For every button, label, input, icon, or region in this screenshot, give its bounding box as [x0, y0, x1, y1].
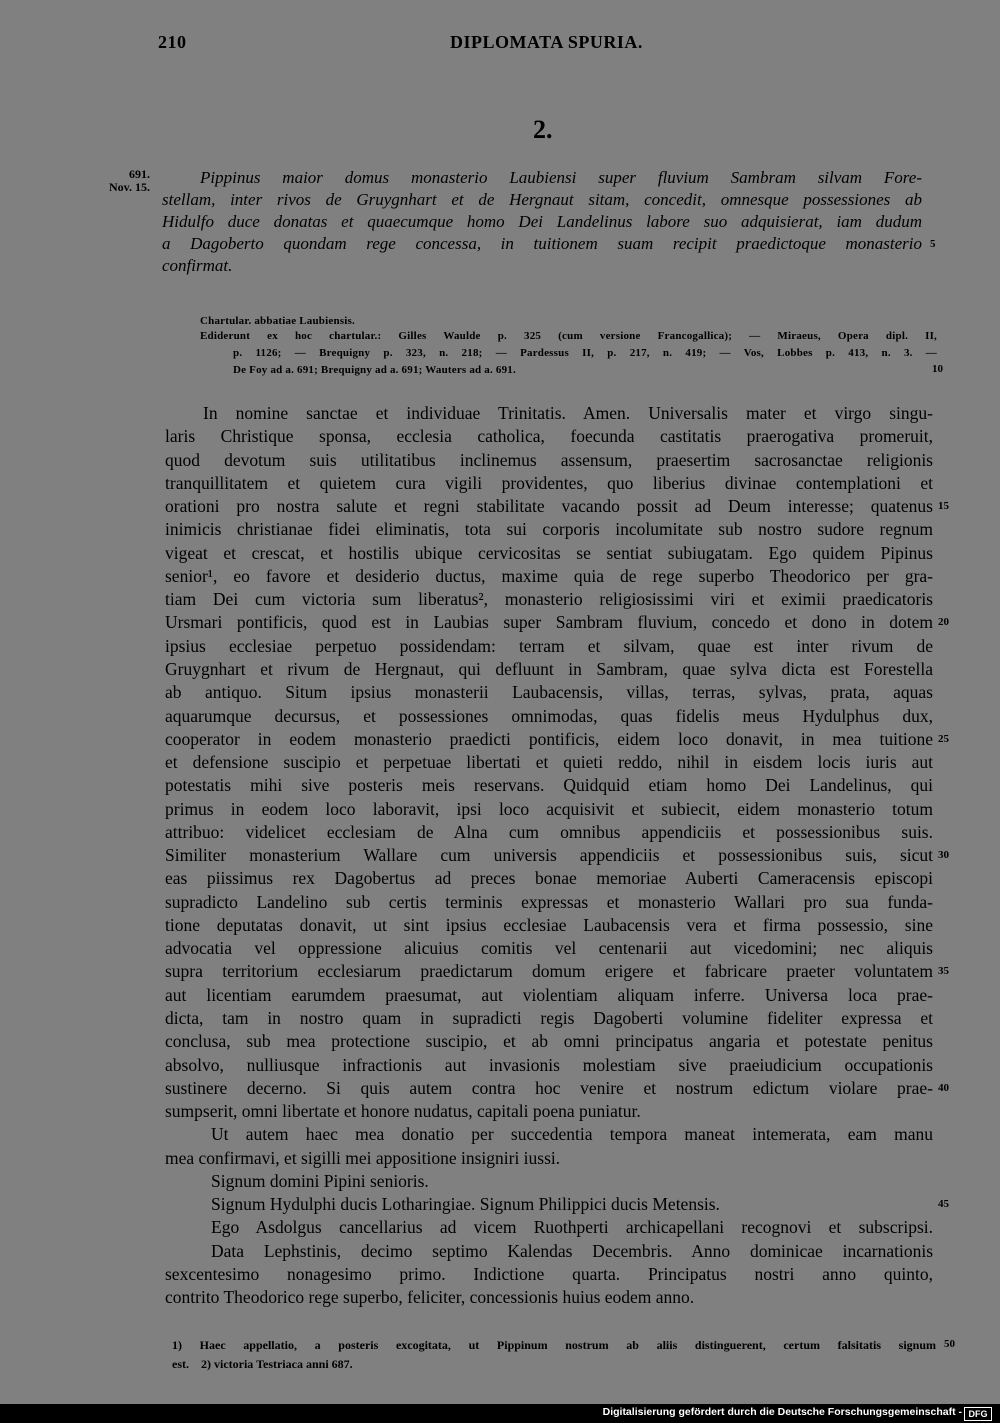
text-line: sexcentesimo nonagesimo primo. Indictione quarta. Principatus nostri anno quinto,: [165, 1263, 933, 1284]
line-number: 15: [938, 500, 949, 513]
text-line: advocatia vel oppressione alicuius comitis vel centenarii aut vicedomini; nec aliquis: [165, 938, 933, 959]
text-line: senior¹, eo favore et desiderio ductus, maxime quia de rege superbo Theodorico per gra-: [165, 565, 933, 586]
text-line: dicta, tam in nostro quam in supradicti regis Dagoberti volumine fideliter expressa et: [165, 1008, 933, 1029]
line-number: 45: [938, 1198, 949, 1211]
text-line: tione deputatas donavit, ut sint ipsius ecclesiae Laubacensis vera et firma possessio, sine: [165, 914, 933, 935]
document-number: 2.: [533, 115, 553, 144]
text-line: mea confirmavi, et sigilli mei appositione insigniri iussi.: [165, 1147, 561, 1168]
text-line: potestatis mihi sive posteris meis reservans. Quidquid etiam homo Dei Landelinus, qui: [165, 775, 933, 796]
footnote-line: est. 2) victoria Testriaca anni 687.: [172, 1357, 353, 1371]
text-line: ipsius ecclesiae perpetuo possidendam: terram et silvam, quae est inter rivum de: [165, 635, 933, 656]
line-number: 50: [944, 1338, 955, 1350]
text-line: attribuo: videlicet ecclesiam de Alna cum omnibus appendiciis et possessionibus suis.: [165, 821, 933, 842]
line-number: 20: [938, 616, 949, 629]
text-line: absolvo, nulliusque infractionis aut invasionis molestiam sive praeiudicium occupationis: [165, 1054, 933, 1075]
line-number: 30: [938, 849, 949, 862]
dfg-logo: DFG: [964, 1407, 992, 1421]
text-line: ab antiquo. Situm ipsius monasterii Laubacensis, villas, terras, sylvas, prata, aquas: [165, 682, 933, 703]
text-line: In nomine sanctae et individuae Trinitatis. Amen. Universalis mater et virgo singu-: [203, 403, 933, 423]
text-line: Ut autem haec mea donatio per succedentia tempora maneat intemerata, eam manu: [211, 1124, 933, 1145]
text-line: sumpserit, omni libertate et honore nudatus, capitali poena puniatur.: [165, 1101, 641, 1122]
summary-line: stellam, inter rivos de Gruygnhart et de Hergnaut sitam, concedit, omnesque possessiones ab: [162, 190, 922, 209]
reference-line: p. 1126; — Brequigny p. 323, n. 218; — Pardessus II, p. 217, n. 419; — Vos, Lobbes p. 413, n. 3. —: [233, 347, 937, 359]
text-line: contrito Theodorico rege superbo, feliciter, concessionis huius eodem anno.: [165, 1287, 695, 1308]
digitization-footer: [0, 1404, 1000, 1423]
summary-line: Hidulfo duce donatas et quaecumque homo Dei Landelinus labore suo adquisierat, iam dudum: [162, 212, 922, 231]
line-number: 40: [938, 1081, 949, 1094]
source-note: Chartular. abbatiae Laubiensis.: [200, 315, 355, 327]
text-line: Gruygnhart et rivum de Hergnaut, qui defluunt in Sambram, quae sylva dicta est Forestella: [165, 658, 933, 679]
line-number: 35: [938, 965, 949, 978]
text-line: primus in eodem loco laboravit, ipsi loco acquisivit et subiecit, eidem monasterio totum: [165, 798, 933, 819]
text-line: vigeat et crescat, et hostilis ubique cervicositas se sentiat subiugatam. Ego quidem Pipinus: [165, 542, 933, 563]
text-line: eas piissimus rex Dagobertus ad preces bonae memoriae Auberti Cameracensis episcopi: [165, 868, 933, 889]
text-line: inimicis christianae fidei eliminatis, tota sui corporis incolumitate sub nostro sudore regnum: [165, 519, 933, 540]
text-line: supra territorium ecclesiarum praedictarum domum erigere et fabricare praeter voluntatem: [165, 961, 933, 982]
text-line: et defensione suscipio et perpetuae libertati et quieti reddo, nihil in eisdem locis iuris aut: [165, 752, 933, 773]
text-line: Signum domini Pipini senioris.: [211, 1170, 429, 1191]
text-line: tiam Dei cum victoria sum liberatus², monasterio religiosissimi viri et eximii praedicatoris: [165, 589, 933, 610]
summary-line: confirmat.: [162, 256, 233, 275]
running-title: DIPLOMATA SPURIA.: [450, 32, 643, 52]
line-number: 25: [938, 732, 949, 745]
text-line: Similiter monasterium Wallare cum universis appendiciis et possessionibus suis, sicut: [165, 845, 933, 866]
text-line: aquarumque decursus, et possessiones omnimodas, quas fidelis meus Hydulphus dux,: [165, 705, 933, 726]
text-line: conclusa, sub mea protectione suscipio, et ab omni principatus angaria et potestate penitus: [165, 1031, 933, 1052]
reference-line: Ediderunt ex hoc chartular.: Gilles Waulde p. 325 (cum versione Francogallica); — Miraeus, Opera dipl. II,: [200, 330, 937, 342]
text-line: Ego Asdolgus cancellarius ad vicem Ruothperti archicapellani recognovi et subscripsi.: [211, 1217, 933, 1238]
text-line: laris Christique sponsa, ecclesia catholica, foecunda castitatis praerogativa promeruit,: [165, 426, 933, 447]
text-line: Data Lephstinis, decimo septimo Kalendas Decembris. Anno dominicae incarnationis: [211, 1240, 933, 1261]
text-line: orationi pro nostra salute et regni stabilitate vacando possit ad Deum interesse; quatenus: [165, 496, 933, 517]
text-line: Signum Hydulphi ducis Lotharingiae. Signum Philippici ducis Metensis.: [211, 1194, 720, 1215]
line-number: 5: [930, 238, 936, 250]
margin-date: [106, 168, 150, 194]
summary-line: a Dagoberto quondam rege concessa, in tuitionem suam recipit praedictoque monasterio: [162, 234, 922, 253]
text-line: aut licentiam earumdem praesumat, aut violentiam aliquam inferre. Universa loca prae-: [165, 984, 933, 1005]
footer-credit: Digitalisierung gefördert durch die Deutsche Forschungsgemeinschaft -: [602, 1406, 962, 1418]
margin-date-year: 691.: [129, 167, 150, 181]
reference-line: De Foy ad a. 691; Brequigny ad a. 691; Wauters ad a. 691.: [233, 364, 516, 376]
text-line: cooperator in eodem monasterio praedicti pontificis, eidem loco donavit, in mea tuitione: [165, 728, 933, 749]
text-line: quod devotum suis utilitatibus inclinemus assensum, praesertim sacrosanctae religionis: [165, 449, 933, 470]
text-line: sustinere decerno. Si quis autem contra hoc venire et nostrum edictum violare prae-: [165, 1077, 933, 1098]
summary-line: Pippinus maior domus monasterio Laubiensi super fluvium Sambram silvam Fore-: [200, 168, 922, 187]
footnote-line: 1) Haec appellatio, a posteris excogitata, ut Pippinum nostrum ab aliis distinguerent, certum falsitatis signum: [172, 1338, 936, 1352]
line-number: 10: [932, 363, 943, 375]
page-number: 210: [158, 32, 187, 52]
margin-date-day: Nov. 15.: [108, 180, 150, 194]
text-line: supradicto Landelino sub certis terminis expressas et monasterio Wallari pro sua funda-: [165, 891, 933, 912]
text-line: tranquillitatem et quietem cura vigili providentes, quo liberius divinae contemplationi et: [165, 472, 933, 493]
text-line: Ursmari pontificis, quod est in Laubias super Sambram fluvium, concedo et dono in dotem: [165, 612, 933, 633]
